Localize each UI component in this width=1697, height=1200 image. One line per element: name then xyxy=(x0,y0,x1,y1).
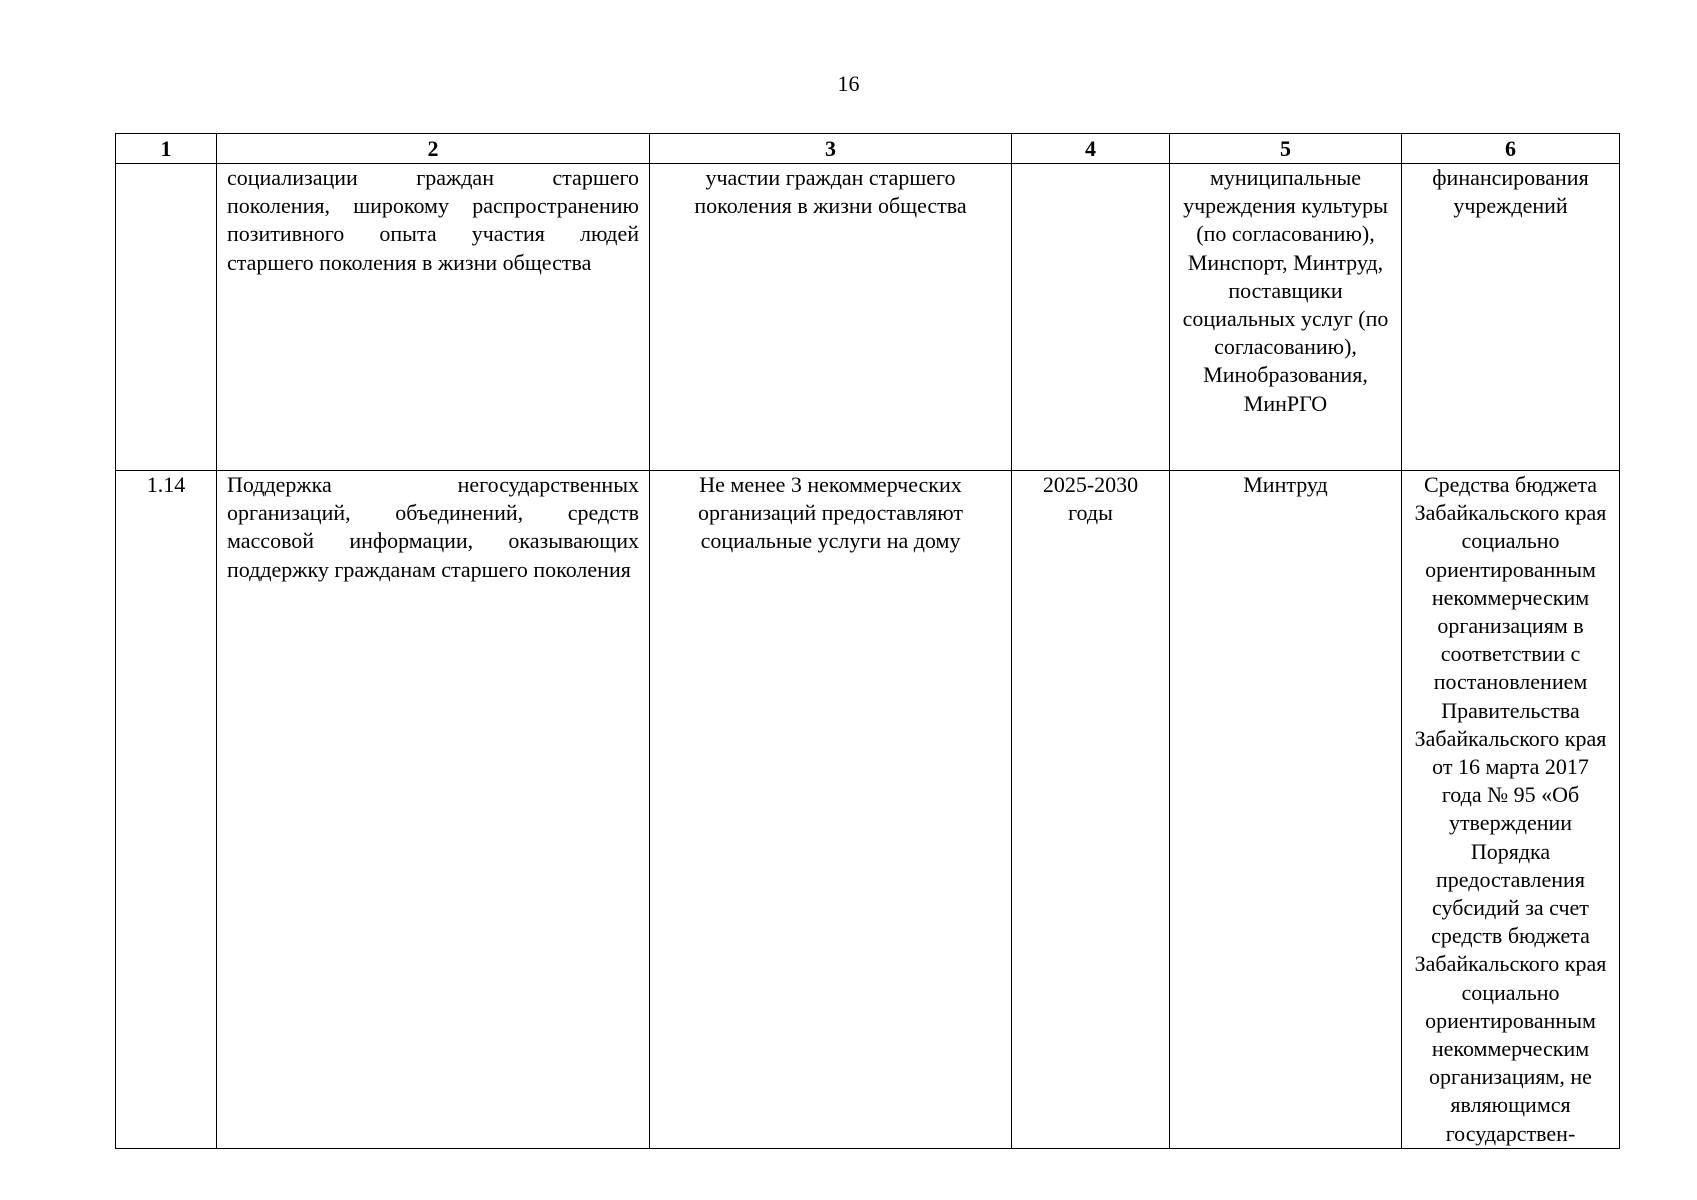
funding-cell: финансирования учреждений xyxy=(1402,164,1620,471)
executors-cell: Минтруд xyxy=(1170,471,1402,1149)
executors-cell: муниципальные учреждения культуры (по согласованию), Минспорт, Минтруд, поставщики социальных услуг (по согласованию), Минобразования, МинРГО xyxy=(1170,164,1402,471)
column-header-2: 2 xyxy=(217,134,650,164)
column-header-4: 4 xyxy=(1012,134,1170,164)
column-header-6: 6 xyxy=(1402,134,1620,164)
activity-cell: Поддержка негосударственных организаций, объединений, средств массовой информации, оказывающих поддержку гражданам старшего поколения xyxy=(217,471,650,1149)
row-number-cell xyxy=(116,164,217,471)
result-cell: участии граждан старшего поколения в жизни общества xyxy=(650,164,1012,471)
period-cell: 2025-2030 годы xyxy=(1012,471,1170,1149)
funding-cell: Средства бюджета Забайкальского края социально ориентированным некоммерческим организациям в соответствии с постановлением Правительства Забайкальского края от 16 марта 2017 года № 95 «Об утверждении Порядка предоставления субсидий за счет средств бюджета Забайкальского края социально ориентированным некоммерческим организациям, не являющимся государствен- xyxy=(1402,471,1620,1149)
table-row xyxy=(116,471,1620,1149)
activity-cell: социализации граждан старшего поколения, широкому распространению позитивного опыта участия людей старшего поколения в жизни общества xyxy=(217,164,650,471)
column-header-1: 1 xyxy=(116,134,217,164)
row-number-cell: 1.14 xyxy=(116,471,217,1149)
table-header-row xyxy=(116,134,1620,164)
table-row xyxy=(116,164,1620,471)
column-header-5: 5 xyxy=(1170,134,1402,164)
column-header-3: 3 xyxy=(650,134,1012,164)
result-cell: Не менее 3 некоммерческих организаций предоставляют социальные услуги на дому xyxy=(650,471,1012,1149)
page-number: 16 xyxy=(837,71,860,96)
measures-table xyxy=(115,133,1620,1149)
period-cell xyxy=(1012,164,1170,471)
